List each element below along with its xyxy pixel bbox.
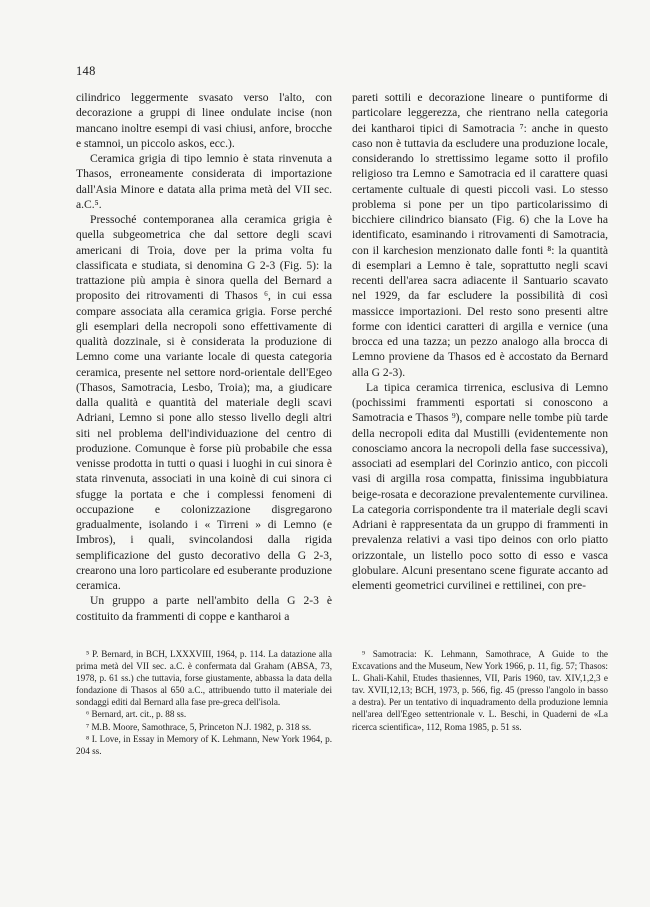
footnote: ⁹ Samotracia: K. Lehmann, Samothrace, A Guide to the Excavations and the Museum, New York 1966, p. 11, fig. 57; Thasos: L. Ghali-Kahil, Etudes thasiennes, VII, Paris 1960, tav. XIV,1,2,3 e tav. XVII,12,13; BCH, 1973, p. 566, fig. 45 (presso l'angolo in basso a destra). Per un tentativo di inquadramento della produzione lemnia nell'area dell'Egeo settentrionale v. L. Beschi, in Quaderni de «La ricerca scientifica», 112, Roma 1985, p. 51 ss. (352, 649, 608, 732)
paragraph: Pressoché contemporanea alla ceramica grigia è quella subgeometrica che dal settore degli scavi americani di Troia, dove per la prima volta fu classificata e studiata, si denomina G 2-3 (Fig. 5): la trattazione più ampia è sinora quella del Bernard a proposito dei ritrovamenti di Thasos ⁶, in cui essa compare associata alla ceramica grigia. Forse perché gli esemplari della necropoli sono effettivamente di qualità dozzinale, si è considerata la produzione di Lemno come una variante locale di questa categoria ceramica, presente nel settore nord-orientale dell'Egeo (Thasos, Samotracia, Lesbo, Troia); ma, a giudicare dalla qualità e quantità del materiale degli scavi Adriani, Lemno si pone allo stesso livello degli altri siti nel problema dell'individuazione del centro di produzione. Comunque è forse più probabile che essa venisse prodotta in tutti o quasi i luoghi in cui sinora è stata rinvenuta, associati in una koinè di cui sinora ci sfugge la portata e che i complessi fenomeni di occupazione e colonizzazione disgregarono gradualmente, isolando i « Tirreni » di Lemno (e Imbros), i quali, svincolandosi dalla rigida semplificazione del gusto decorativo della G 2-3, crearono una loro particolare ed esuberante produzione ceramica. (76, 213, 332, 592)
page-number: 148 (76, 64, 96, 78)
paragraph: Un gruppo a parte nell'ambito della G 2-3 è costituito da frammenti di coppe e kantharoi a (76, 594, 332, 623)
paragraph: pareti sottili e decorazione lineare o puntiforme di particolare leggerezza, che rientrano nella categoria dei kantharoi tipici di Samotracia ⁷: anche in questo caso non è tuttavia da escludere una produzione locale, considerando lo strettissimo legame sotto il profilo religioso tra Lemno e Samotracia ed il carattere quasi certamente cultuale di questi piccoli vasi. Lo stesso problema si pone per un tipo particolarissimo di bicchiere cilindrico biansato (Fig. 6) che la Love ha identificato, esaminando i ritrovamenti di Samotracia, con il karchesion menzionato dalle fonti ⁸: la quantità di esemplari a Lemno è tale, soprattutto negli scavi recenti dell'area sacra adiacente il Santuario scavato nel 1929, da far escludere la possibilità di così massicce importazioni. Del resto sono presenti altre forme con identici caratteri di argilla e vernice (una brocca ed una tazza; un pezzo analogo alla brocca di Lemno proviene da Thasos ed è accostato da Bernard alla G 2-3). (352, 91, 608, 379)
left-text-column (76, 90, 332, 624)
footnote: ⁵ P. Bernard, in BCH, LXXXVIII, 1964, p. 114. La datazione alla prima metà del VII sec. a.C. è confermata dal Graham (ABSA, 73, 1978, p. 61 ss.) che tuttavia, forse giustamente, abbassa la data della fondazione di Thasos al 650 a.C., attribuendo tutto il materiale dei sondaggi editi dal Bernard alla fase pre-greca dell'isola. (76, 649, 332, 708)
footnotes-left (76, 648, 332, 757)
paragraph: La tipica ceramica tirrenica, esclusiva di Lemno (pochissimi frammenti esportati si conoscono a Samotracia e Thasos ⁹), compare nelle tombe più tarde della necropoli edita dal Mustilli (evidentemente non conosciamo ancora la necropoli della fase successiva), associati ad esemplari del Corinzio antico, con piccoli vasi di argilla rosa compatta, finissima ingubbiatura beige-rosata e decorazione prevalentemente curvilinea. La categoria corrispondente tra il materiale degli scavi Adriani è rappresentata da un gruppo di frammenti in prevalenza relativi a vasi tipo deinos con orlo piatto orizzontale, un listello poco sotto di esso e vasca globulare. Alcuni presentano scene figurate accanto ad elementi geometrici curvilinei e rettilinei, con pre- (352, 380, 608, 592)
footnote: ⁶ Bernard, art. cit., p. 88 ss. (86, 709, 187, 720)
right-text-column (352, 90, 608, 593)
paragraph: Ceramica grigia di tipo lemnio è stata rinvenuta a Thasos, erroneamente considerata di importazione dall'Asia Minore e datata alla prima metà del VII sec. a.C.⁵. (76, 152, 332, 211)
footnote: ⁸ I. Love, in Essay in Memory of K. Lehmann, New York 1964, p. 204 ss. (76, 733, 332, 756)
paragraph: cilindrico leggermente svasato verso l'alto, con decorazione a gruppi di linee ondulate incise (non mancano inoltre esempi di vasi chiusi, anfore, brocche e stamnoi, un piccolo askos, ecc.). (76, 91, 332, 150)
footnotes-right (352, 648, 608, 733)
footnote: ⁷ M.B. Moore, Samothrace, 5, Princeton N.J. 1982, p. 318 ss. (86, 721, 312, 732)
